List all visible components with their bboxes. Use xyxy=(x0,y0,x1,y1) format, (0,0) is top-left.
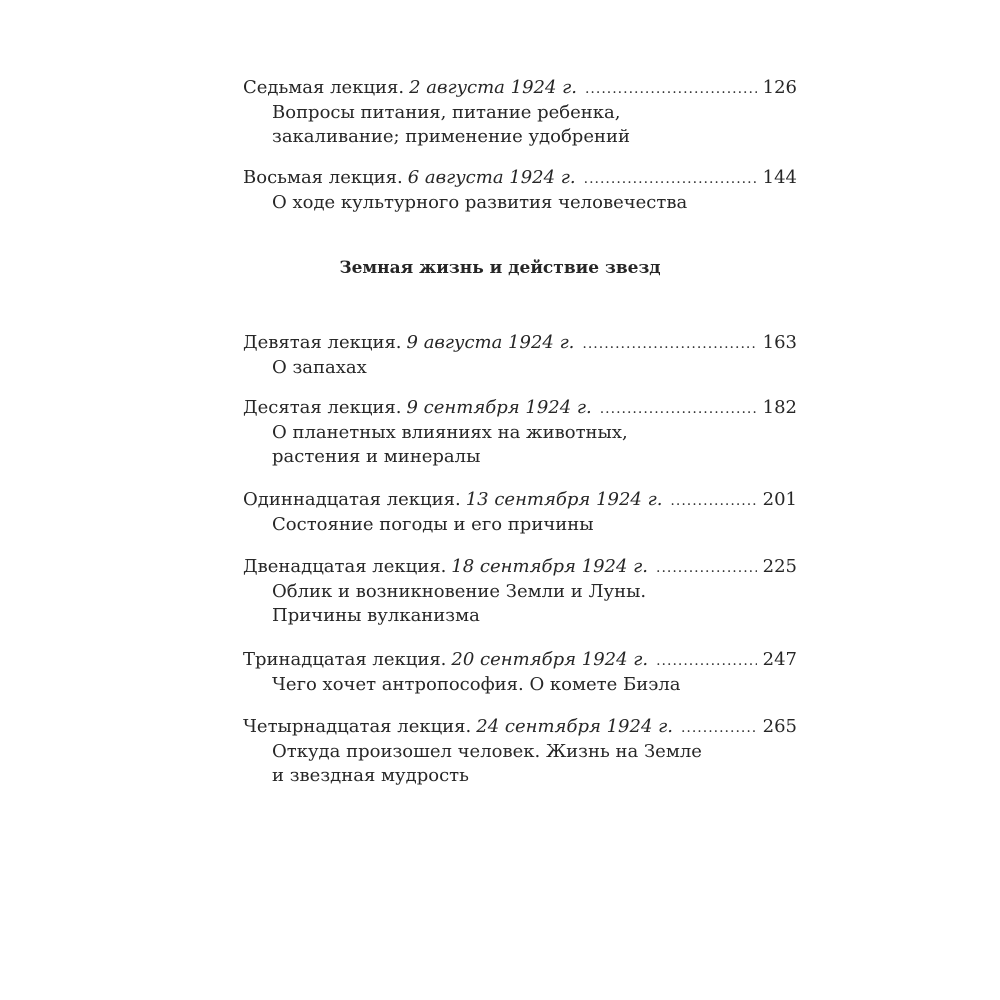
toc-entry-line xyxy=(243,488,797,513)
toc-entry xyxy=(243,166,797,215)
lecture-subtitle: Причины вулканизма xyxy=(272,605,480,626)
lecture-date: 2 августа 1924 г. xyxy=(409,77,577,98)
lecture-date: 9 сентября 1924 г. xyxy=(406,397,592,418)
toc-entry xyxy=(243,648,797,697)
toc-entry xyxy=(243,488,797,537)
dot-leader xyxy=(600,397,757,421)
lecture-subtitle: О запахах xyxy=(272,357,367,378)
lecture-subtitle: растения и минералы xyxy=(272,446,481,467)
dot-leader xyxy=(582,332,756,356)
lecture-date: 6 августа 1924 г. xyxy=(407,167,576,188)
page-number: 163 xyxy=(762,332,797,353)
lecture-subtitle: О ходе культурного развития человечества xyxy=(272,192,688,213)
lecture-date: 24 сентября 1924 г. xyxy=(476,716,673,737)
toc-entry xyxy=(243,76,797,149)
toc-entry-line xyxy=(243,76,797,101)
page-number: 225 xyxy=(762,556,797,577)
dot-leader xyxy=(656,649,757,673)
toc-entry-line xyxy=(243,648,797,673)
lecture-title: Восьмая лекция. xyxy=(243,167,403,188)
lecture-date: 9 августа 1924 г. xyxy=(406,332,575,353)
lecture-title: Одиннадцатая лекция. xyxy=(243,489,461,510)
lecture-subtitle: Облик и возникновение Земли и Луны. xyxy=(272,581,647,602)
toc-entry xyxy=(243,555,797,628)
page-number: 265 xyxy=(762,716,797,737)
lecture-title: Двенадцатая лекция. xyxy=(243,556,447,577)
lecture-title: Тринадцатая лекция. xyxy=(243,649,447,670)
toc-entry xyxy=(243,715,797,788)
toc-entry xyxy=(243,396,797,469)
lecture-subtitle: Вопросы питания, питание ребенка, xyxy=(272,102,621,123)
toc-entry xyxy=(243,331,797,380)
lecture-title: Девятая лекция. xyxy=(243,332,402,353)
toc-entry-line xyxy=(243,555,797,580)
lecture-date: 18 сентября 1924 г. xyxy=(451,556,648,577)
lecture-subtitle: закаливание; применение удобрений xyxy=(272,126,630,147)
lecture-date: 20 сентября 1924 г. xyxy=(451,649,649,670)
lecture-subtitle: и звездная мудрость xyxy=(272,765,469,786)
dot-leader xyxy=(585,77,757,101)
lecture-title: Десятая лекция. xyxy=(243,397,402,418)
dot-leader xyxy=(656,556,757,580)
lecture-title: Седьмая лекция. xyxy=(243,77,405,98)
toc-entry-line xyxy=(243,396,797,421)
toc-entry-line xyxy=(243,331,797,356)
lecture-subtitle: О планетных влияниях на животных, xyxy=(272,422,628,443)
page-number: 201 xyxy=(762,489,797,510)
page-number: 182 xyxy=(762,397,797,418)
lecture-title: Четырнадцатая лекция. xyxy=(243,716,472,737)
page-number: 247 xyxy=(762,649,797,670)
dot-leader xyxy=(584,167,757,191)
lecture-subtitle: Состояние погоды и его причины xyxy=(272,514,594,535)
lecture-subtitle: Откуда произошел человек. Жизнь на Земле xyxy=(272,741,702,762)
dot-leader xyxy=(670,489,756,513)
lecture-date: 13 сентября 1924 г. xyxy=(465,489,663,510)
lecture-subtitle: Чего хочет антропософия. О комете Биэла xyxy=(272,674,681,695)
toc-entry-line xyxy=(243,166,797,191)
page-number: 144 xyxy=(762,167,797,188)
dot-leader xyxy=(681,716,757,740)
toc-entry-line xyxy=(243,715,797,740)
section-heading: Земная жизнь и действие звезд xyxy=(339,258,661,278)
page-number: 126 xyxy=(762,77,797,98)
